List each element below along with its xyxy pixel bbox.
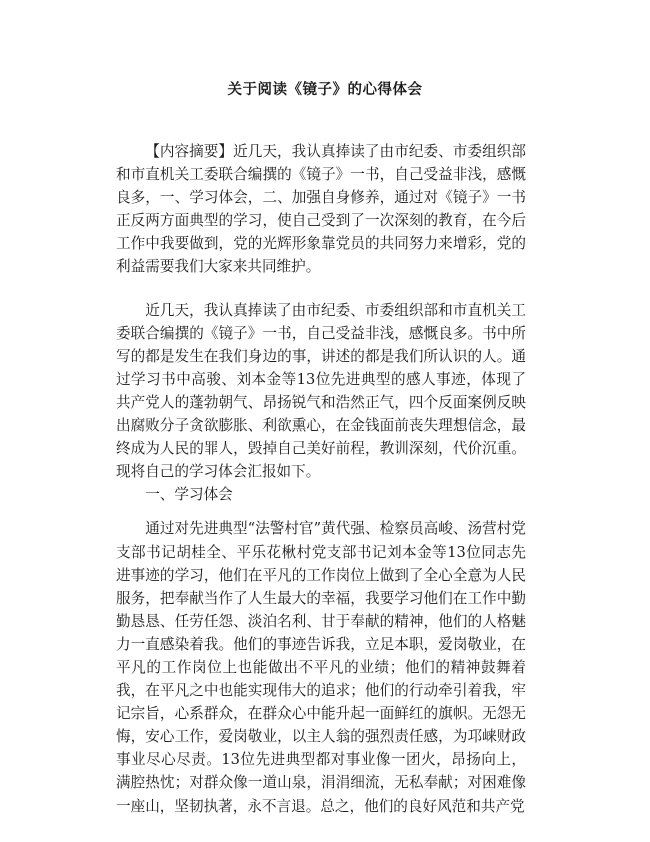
document-title: 关于阅读《镜子》的心得体会	[227, 81, 423, 98]
section-heading: 一、学习体会	[145, 486, 233, 504]
intro-paragraph: 近几天，我认真捧读了由市纪委、市委组织部和市直机关工委联合编撰的《镜子》一书，自己受益非浅，感慨良多。书中所写的都是发生在我们身边的事，讲述的都是我们所认识的人。通过学习书中高骏、刘本金等13位先进典型的感人事迹，体现了共产党人的蓬勃朝气、昂扬锐气和浩然正气，四个反面案例反映出腐败分子贪欲膨胀、利欲熏心，在金钱面前丧失理想信念，最终成为人民的罪人，毁掉自己美好前程，教训深刻，代价沉重。现将自己的学习体会汇报如下。	[116, 301, 526, 481]
abstract-paragraph: 【内容摘要】近几天，我认真捧读了由市纪委、市委组织部和市直机关工委联合编撰的《镜子》一书，自己受益非浅，感慨良多，一、学习体会，二、加强自身修养，通过对《镜子》一书正反两方面典型的学习，使自己受到了一次深刻的教育，在今后工作中我要做到，党的光辉形象靠党员的共同努力来增彩，党的利益需要我们大家来共同维护。	[116, 143, 526, 276]
document-body	[116, 140, 526, 818]
body-paragraph: 通过对先进典型“法警村官”黄代强、检察员高峻、汤营村党支部书记胡桂全、平乐花楸村党支部书记刘本金等13位同志先进事迹的学习，他们在平凡的工作岗位上做到了全心全意为人民服务，把奉献当作了人生最大的幸福，我要学习他们在工作中勤勤恳恳、任劳任怨、淡泊名利、甘于奉献的精神，他们的人格魅力一直感染着我。他们的事迹告诉我，立足本职，爱岗敬业，在平凡的工作岗位上也能做出不平凡的业绩；他们的精神鼓舞着我，在平凡之中也能实现伟大的追求；他们的行动牵引着我，牢记宗旨，心系群众，在群众心中能升起一面鲜红的旗帜。无怨无悔，安心工作，爱岗敬业，以主人翁的强烈责任感，为邛崃财政事业尽心尽责。13位先进典型都对事业像一团火，昂扬向上，满腔热忱；对群众像一道山泉，涓涓细流，无私奉献；对困难像一座山，坚韧执著，永不言退。总之，他们的良好风范和共产党	[116, 520, 526, 815]
